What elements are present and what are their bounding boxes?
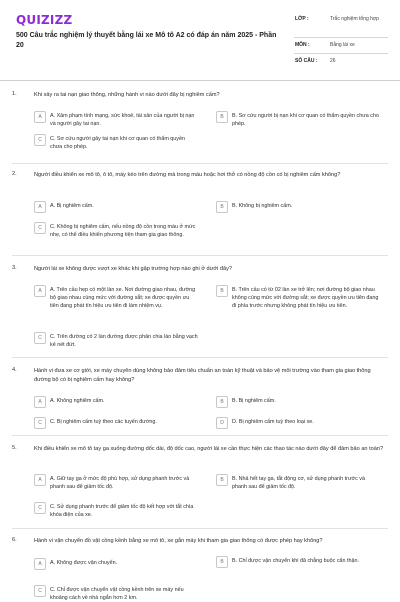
option-letter-badge: A [34,474,46,486]
option-text: D. Bị nghiêm cấm tuỳ theo loại xe. [232,419,314,425]
option-text: B. Nhả hết tay ga, tắt động cơ, sử dụng phanh trước và phanh sau để giảm tốc độ. [232,476,365,490]
question-text: Khi điều khiển xe mô tô tay ga xuống đường dốc dài, độ dốc cao, người lái xe cần thực hiện các thao tác nào dưới đây để đảm bảo an toàn? [34,446,384,452]
count-value: 26 [330,58,336,64]
question-number: 6. [12,537,17,543]
header-divider [0,80,400,81]
subject-label: MÔN : [295,42,310,48]
meta-class-row [294,12,388,38]
option-text: B. Chỉ được vận chuyển khi đã chằng buộc cẩn thận. [232,558,360,564]
subject-value: Bằng lái xe [330,42,355,48]
question-text: Hành vi đưa xe cơ giới, xe máy chuyên dùng không bảo đảm tiêu chuẩn an toàn kỹ thuật và bảo vệ môi trường vào tham gia giao thông đường bộ có bị nghiêm cấm hay không? [34,368,371,383]
option-letter-badge: A [34,111,46,123]
question-divider [12,528,388,529]
class-value: Trắc nghiệm tổng hợp [330,16,379,22]
option-letter-badge: C [34,222,46,234]
worksheet-meta [294,12,388,70]
option-text: A. Không được vận chuyển. [50,560,118,566]
option-letter-badge: C [34,134,46,146]
option-letter-badge: A [34,558,46,570]
option-letter-badge: D [216,417,228,429]
option-text: B. Sơ cứu người bị nạn khi cơ quan có thẩm quyền chưa cho phép. [232,113,379,127]
option-letter-badge: B [216,396,228,408]
worksheet-header [0,0,400,73]
option-text: B. Không bị nghiêm cấm. [232,203,293,209]
question-number: 1. [12,91,17,97]
option-text: C. Không bị nghiêm cấm, nếu nồng độ cồn trong máu ở mức nhẹ, có thể điều khiển phương tiện tham gia giao thông. [50,224,196,238]
question-number: 2. [12,171,17,177]
option-letter-badge: C [34,585,46,597]
question-divider [12,435,388,436]
option-letter-badge: B [216,285,228,297]
option-text: C. Sơ cứu người gây tai nạn khi cơ quan có thẩm quyền chưa cho phép. [50,136,185,150]
option-letter-badge: B [216,111,228,123]
question-text: Hành vi vận chuyển đồ vật cồng kềnh bằng xe mô tô, xe gắn máy khi tham gia giao thông có được phép hay không? [34,538,323,544]
count-label: SỐ CÂU : [295,58,318,64]
question-divider [12,357,388,358]
option-letter-badge: A [34,396,46,408]
option-text: B. Trên cầu có từ 02 làn xe trở lên; nơi đường bộ giao nhau không cùng mức với đường sắt; xe được quyền ưu tiên đang đi phía trước nhưng không phát tín hiệu ưu tiên. [232,287,379,309]
question-divider [12,255,388,256]
option-text: C. Sử dụng phanh trước để giảm tốc độ kết hợp với tắt chìa khóa điện của xe. [50,504,194,518]
option-text: C. Chỉ được vận chuyển vật cồng kềnh trên xe máy nếu khoảng cách về nhà ngắn hơn 2 km. [50,587,184,601]
option-letter-badge: C [34,502,46,514]
option-text: A. Trên cầu hẹp có một làn xe. Nơi đường giao nhau, đường bộ giao nhau cùng mức với đường sắt; xe được quyền ưu tiên đang phát tín hiệu ưu tiên đi làm nhiệm vụ. [50,287,196,309]
option-letter-badge: B [216,474,228,486]
option-letter-badge: B [216,556,228,568]
option-text: A. Bị nghiêm cấm. [50,203,94,209]
class-label: LỚP : [295,16,309,22]
worksheet-title: 500 Câu trắc nghiệm lý thuyết bằng lái xe Mô tô A2 có đáp án năm 2025 - Phần 20 [16,32,277,49]
option-text: B. Bị nghiêm cấm. [232,398,276,404]
question-text: Khi xảy ra tai nạn giao thông, những hành vi nào dưới đây bị nghiêm cấm? [34,92,220,98]
option-letter-badge: A [34,285,46,297]
question-text: Người lái xe không được vượt xe khác khi gặp trường hợp nào ghi ở dưới đây? [34,266,233,272]
option-letter-badge: C [34,332,46,344]
question-number: 5. [12,445,17,451]
option-letter-badge: A [34,201,46,213]
option-letter-badge: B [216,201,228,213]
option-text: A. Không nghiêm cấm. [50,398,105,404]
option-text: C. Trên đường có 2 làn đường được phân chia làn bằng vạch kẻ nét đứt. [50,334,198,348]
quizizz-logo: QUIZIZZ [16,13,73,27]
option-letter-badge: C [34,417,46,429]
option-text: C. Bị nghiêm cấm tuỳ theo các tuyến đường. [50,419,157,425]
question-text: Người điều khiển xe mô tô, ô tô, máy kéo trên đường mà trong máu hoặc hơi thở có nồng độ cồn có bị nghiêm cấm không? [34,172,341,178]
option-text: A. Giữ tay ga ở mức độ phù hợp, sử dụng phanh trước và phanh sau để giảm tốc độ. [50,476,190,490]
question-number: 4. [12,367,17,373]
question-number: 3. [12,265,17,271]
question-divider [12,163,388,164]
option-text: A. Xâm phạm tính mạng, sức khoẻ, tài sản của người bị nạn và người gây tai nạn. [50,113,195,127]
meta-subject-row [294,38,388,54]
meta-count-row [294,54,388,70]
